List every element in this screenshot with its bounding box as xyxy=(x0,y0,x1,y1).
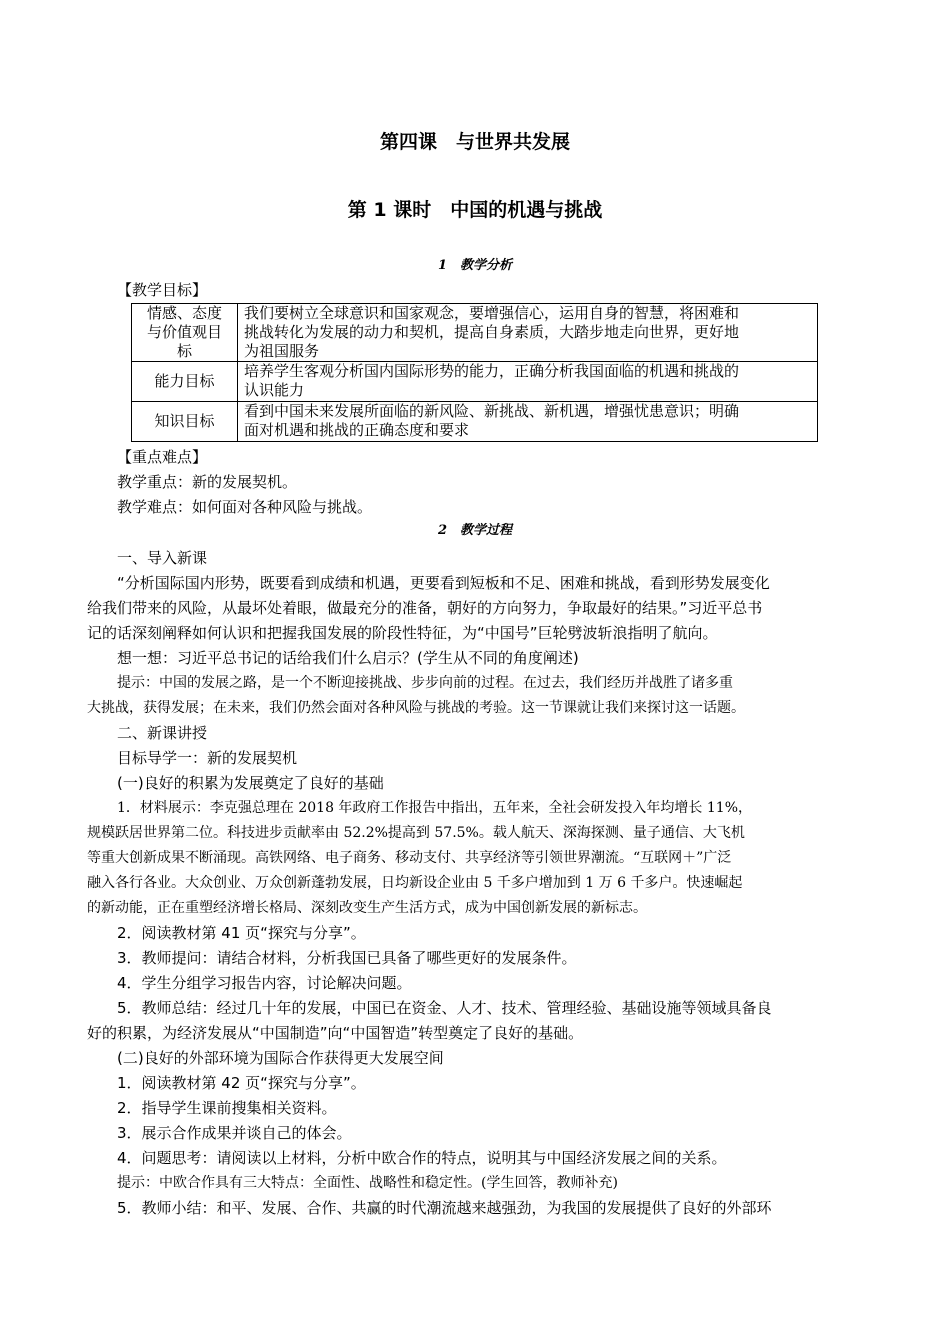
list-item: 3．展示合作成果并谈自己的体会。 xyxy=(117,1124,352,1142)
teaching-focus: 教学重点：新的发展契机。 xyxy=(117,473,298,491)
list-item: 3．教师提问：请结合材料，分析我国已具备了哪些更好的发展条件。 xyxy=(117,949,577,967)
objective-description: 培养学生客观分析国内国际形势的能力，正确分析我国面临的机遇和挑战的 认识能力 xyxy=(238,362,818,402)
list-item: 4．学生分组学习报告内容，讨论解决问题。 xyxy=(117,974,412,992)
list-item: 2．指导学生课前搜集相关资料。 xyxy=(117,1099,337,1117)
key-points-label: 【重点难点】 xyxy=(117,448,208,466)
goal-heading: 目标导学一：新的发展契机 xyxy=(117,749,298,767)
table-row xyxy=(132,304,818,362)
lesson-title: 第四课 与世界共发展 xyxy=(379,131,570,153)
objective-category: 能力目标 xyxy=(132,362,238,402)
paragraph-line: 想一想：习近平总书记的话给我们什么启示？(学生从不同的角度阐述) xyxy=(117,649,579,667)
lesson-subtitle: 第 1 课时 中国的机遇与挑战 xyxy=(347,199,603,221)
objectives-label: 【教学目标】 xyxy=(117,281,208,299)
hint-line: 提示：中欧合作具有三大特点：全面性、战略性和稳定性。(学生回答，教师补充) xyxy=(117,1175,618,1191)
subheading: (一)良好的积累为发展奠定了良好的基础 xyxy=(117,774,384,792)
teaching-difficulty: 教学难点：如何面对各种风险与挑战。 xyxy=(117,498,373,516)
section-heading-process: 2 教学过程 xyxy=(437,523,513,538)
list-item: 4．问题思考：请阅读以上材料，分析中欧合作的特点，说明其与中国经济发展之间的关系。 xyxy=(117,1149,727,1167)
table-row xyxy=(132,402,818,442)
paragraph-line: 记的话深刻阐释如何认识和把握我国发展的阶段性特征，为“中国号”巨轮劈波斩浪指明了航向。 xyxy=(87,624,718,642)
material-line: 融入各行各业。大众创业、万众创新蓬勃发展，日均新设企业由 5 千多户增加到 1 万 6 千多户。快速崛起 xyxy=(87,875,743,891)
hint-line: 大挑战，获得发展；在未来，我们仍然会面对各种风险与挑战的考验。这一节课就让我们来探讨这一话题。 xyxy=(87,700,745,716)
paragraph-line: 给我们带来的风险，从最坏处着眼，做最充分的准备，朝好的方向努力，争取最好的结果。”习近平总书 xyxy=(87,599,763,617)
subheading: (二)良好的外部环境为国际合作获得更大发展空间 xyxy=(117,1049,444,1067)
heading-new-lesson: 二、新课讲授 xyxy=(117,724,208,742)
paragraph-line: 好的积累，为经济发展从“中国制造”向“中国智造”转型奠定了良好的基础。 xyxy=(87,1024,584,1042)
list-item: 1．阅读教材第 42 页“探究与分享”。 xyxy=(117,1074,366,1092)
objective-description: 我们要树立全球意识和国家观念，要增强信心，运用自身的智慧，将困难和 挑战转化为发展的动力和契机，提高自身素质，大踏步地走向世界，更好地 为祖国服务 xyxy=(238,304,818,362)
objectives-table xyxy=(131,303,818,442)
material-line: 等重大创新成果不断涌现。高铁网络、电子商务、移动支付、共享经济等引领世界潮流。“互联网＋”广泛 xyxy=(87,850,732,866)
section-heading-analysis: 1 教学分析 xyxy=(437,258,513,273)
objective-category: 情感、态度 与价值观目 标 xyxy=(132,304,238,362)
list-item: 2．阅读教材第 41 页“探究与分享”。 xyxy=(117,924,366,942)
objective-description: 看到中国未来发展所面临的新风险、新挑战、新机遇，增强忧患意识；明确 面对机遇和挑战的正确态度和要求 xyxy=(238,402,818,442)
table-row xyxy=(132,362,818,402)
list-item: 5．教师小结：和平、发展、合作、共赢的时代潮流越来越强劲，为我国的发展提供了良好的外部环 xyxy=(117,1199,772,1217)
objective-category: 知识目标 xyxy=(132,402,238,442)
material-line: 的新动能，正在重塑经济增长格局、深刻改变生产生活方式，成为中国创新发展的新标志。 xyxy=(87,900,647,916)
paragraph-line: “分析国际国内形势，既要看到成绩和机遇，更要看到短板和不足、困难和挑战，看到形势发展变化 xyxy=(117,574,770,592)
heading-intro: 一、导入新课 xyxy=(117,549,208,567)
material-line: 1．材料展示：李克强总理在 2018 年政府工作报告中指出，五年来，全社会研发投入年均增长 11%， xyxy=(117,800,753,816)
material-line: 规模跃居世界第二位。科技进步贡献率由 52.2%提高到 57.5%。载人航天、深海探测、量子通信、大飞机 xyxy=(87,825,745,841)
hint-line: 提示：中国的发展之路，是一个不断迎接挑战、步步向前的过程。在过去，我们经历并战胜了诸多重 xyxy=(117,675,733,691)
list-item: 5．教师总结：经过几十年的发展，中国已在资金、人才、技术、管理经验、基础设施等领域具备良 xyxy=(117,999,772,1017)
